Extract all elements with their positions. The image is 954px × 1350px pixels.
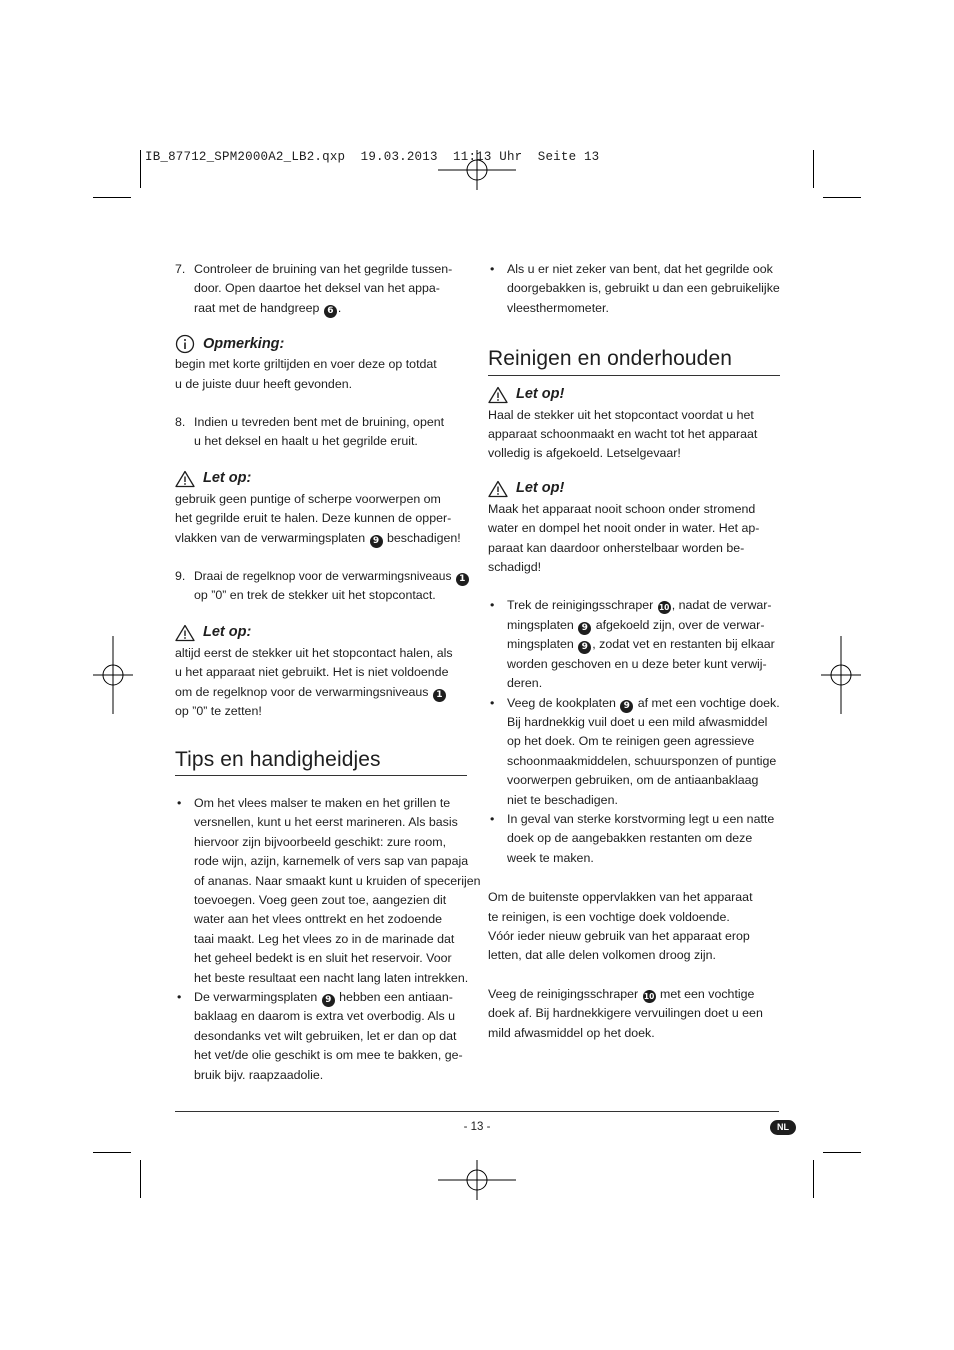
text-line: door. Open daartoe het deksel van het appa- bbox=[194, 281, 440, 296]
tip-nonstick bbox=[175, 988, 467, 1085]
text-line: op het doek. Om te reinigen geen agressieve bbox=[507, 734, 755, 749]
ref-number: 9 bbox=[322, 994, 335, 1007]
bullet: • bbox=[490, 262, 495, 276]
text-line: Indien u tevreden bent met de bruining, opent bbox=[194, 415, 445, 430]
text-line: gebruik geen puntige of scherpe voorwerpen om bbox=[175, 491, 441, 506]
bullet: • bbox=[177, 795, 182, 810]
bullet-crust bbox=[488, 810, 780, 868]
print-header: IB_87712_SPM2000A2_LB2.qxp 19.03.2013 11:13 Uhr Seite 13 bbox=[145, 150, 600, 164]
warning-icon bbox=[488, 480, 508, 498]
note-opmerking bbox=[175, 333, 467, 394]
text-line: doek af. Bij hardnekkigere vervuilingen doet u een bbox=[488, 1006, 763, 1021]
step-7 bbox=[175, 260, 467, 318]
left-column bbox=[175, 260, 481, 1085]
text-line: De verwarmingsplaten 9 hebben een antiaan- bbox=[194, 989, 453, 1005]
text-line: voorwerpen gebruiken, om de antiaanbaklaag bbox=[507, 773, 759, 788]
step-number: 7. bbox=[175, 262, 186, 276]
text-line: baklaag en daarom is extra vet overbodig. Als u bbox=[194, 1009, 456, 1024]
paragraph-exterior bbox=[488, 888, 780, 966]
text-line: worden geschoven en u deze beter kunt verwij- bbox=[507, 656, 767, 671]
text-line: Om de buitenste oppervlakken van het apparaat bbox=[488, 890, 753, 905]
text-line: raat met de handgreep 6 . bbox=[194, 300, 342, 316]
step-8 bbox=[175, 413, 467, 452]
warning-title: Let op! bbox=[516, 480, 565, 497]
text-line: mingsplaten 9 afgekoeld zijn, over de verwar- bbox=[507, 617, 765, 633]
step-9 bbox=[175, 567, 467, 606]
text-line: mild afwasmiddel op het doek. bbox=[488, 1025, 655, 1040]
bullet: • bbox=[490, 598, 495, 613]
text-line: desondanks vet wilt gebruiken, let er dan op dat bbox=[194, 1028, 457, 1043]
language-badge: NL bbox=[770, 1120, 796, 1135]
bullet: • bbox=[490, 695, 495, 710]
warning-2 bbox=[175, 622, 467, 722]
text-line: water aan het vlees onttrekt en het zodoende bbox=[194, 912, 442, 927]
bullet-thermometer bbox=[488, 260, 780, 318]
text-line: altijd eerst de stekker uit het stopcontact halen, als bbox=[175, 645, 453, 660]
text-line: om de regelknop voor de verwarmingsniveaus 1 bbox=[175, 683, 467, 702]
paragraph-scraper bbox=[488, 985, 780, 1043]
tip-marinate bbox=[175, 794, 481, 988]
text-line: In geval van sterke korstvorming legt u een natte bbox=[507, 811, 775, 826]
text-line: u het apparaat niet gebruikt. Het is niet voldoende bbox=[175, 665, 449, 680]
text-line: Veeg de reinigingsschraper 10 met een vochtige bbox=[488, 986, 755, 1001]
text-line: schadigd! bbox=[488, 560, 542, 575]
ref-number: 10 bbox=[658, 603, 670, 613]
text-line: Trek de reinigingsschraper 10 , nadat de verwar- bbox=[507, 598, 772, 613]
warning-title: Let op! bbox=[516, 385, 565, 402]
text-line: op ”0” en trek de stekker uit het stopcontact. bbox=[194, 588, 436, 603]
text-line: apparaat schoonmaakt en wacht tot het apparaat bbox=[488, 427, 758, 442]
text-line: of ananas. Naar smaakt kunt u kruiden of specerijen bbox=[194, 873, 481, 888]
text-line: Bij hardnekkig vuil doet u een mild afwasmiddel bbox=[507, 714, 768, 729]
warning-unplug bbox=[488, 384, 780, 464]
step-number: 9. bbox=[175, 569, 186, 584]
text-line: toevoegen. Voeg geen zout toe, aangezien dit bbox=[194, 892, 447, 907]
warning-icon bbox=[488, 386, 508, 404]
bullet: • bbox=[177, 989, 182, 1004]
text-line: u het deksel en haalt u het gegrilde eruit. bbox=[194, 434, 418, 449]
warning-icon bbox=[175, 470, 195, 488]
section-title-cleaning: Reinigen en onderhouden bbox=[488, 349, 780, 375]
text-line: Als u er niet zeker van bent, dat het gegrilde ook bbox=[507, 262, 773, 276]
text-line: Haal de stekker uit het stopcontact voordat u het bbox=[488, 407, 754, 422]
bullet: • bbox=[490, 811, 495, 826]
ref-number: 9 bbox=[370, 535, 383, 548]
text-line: water en dompel het nooit onder in water. Het ap- bbox=[488, 521, 760, 536]
text-line: vlakken van de verwarmingsplaten 9 beschadigen! bbox=[175, 530, 461, 546]
text-line: Draai de regelknop voor de verwarmingsniveaus 1 bbox=[194, 567, 467, 586]
text-line: Vóór ieder nieuw gebruik van het apparaat erop bbox=[488, 928, 750, 943]
warning-water bbox=[488, 478, 780, 578]
bullet-wipe-plates bbox=[488, 694, 780, 810]
text-line: letten, dat alle delen volkomen droog zijn. bbox=[488, 948, 716, 963]
text-line: Controleer de bruining van het gegrilde tussen- bbox=[194, 262, 453, 276]
text-line: het gegrilde eruit te halen. Deze kunnen de opper- bbox=[175, 511, 452, 526]
text-line: bruik bijv. raapzaadolie. bbox=[194, 1067, 324, 1082]
warning-icon bbox=[175, 624, 195, 642]
warning-title: Let op: bbox=[203, 470, 252, 487]
text-line: niet te beschadigen. bbox=[507, 792, 618, 807]
ref-number: 9 bbox=[578, 641, 591, 654]
text-line: paraat kan daardoor onherstelbaar worden be- bbox=[488, 540, 745, 555]
text-line: te reinigen, is een vochtige doek voldoende. bbox=[488, 909, 730, 924]
text-line: taai maakt. Leg het vlees zo in de marinade dat bbox=[194, 931, 455, 946]
text-line: u de juiste duur heeft gevonden. bbox=[175, 376, 353, 391]
text-line: Veeg de kookplaten 9 af met een vochtige doek. bbox=[507, 695, 780, 711]
note-title: Opmerking: bbox=[203, 335, 285, 352]
text-line: volledig is afgekoeld. Letselgevaar! bbox=[488, 446, 681, 461]
text-line: begin met korte griltijden en voer deze op totdat bbox=[175, 357, 437, 372]
page-number: - 13 - bbox=[463, 1121, 491, 1133]
right-column bbox=[488, 260, 780, 1043]
text-line: het vet/de olie geschikt is om mee te bakken, ge- bbox=[194, 1048, 463, 1063]
section-title-tips: Tips en handigheidjes bbox=[175, 750, 467, 776]
text-line: mingsplaten 9 , zodat vet en restanten bij elkaar bbox=[507, 637, 775, 653]
ref-number: 1 bbox=[456, 573, 469, 586]
ref-number: 9 bbox=[620, 700, 633, 713]
text-line: het beste resultaat een nacht lang laten intrekken. bbox=[194, 970, 469, 985]
text-line: versnellen, kunt u het eerst marineren. Als basis bbox=[194, 815, 458, 830]
text-line: Maak het apparaat nooit schoon onder stromend bbox=[488, 501, 756, 516]
text-line: op ”0” te zetten! bbox=[175, 704, 262, 719]
text-line: week te maken. bbox=[507, 850, 594, 865]
warning-1 bbox=[175, 468, 467, 548]
ref-number: 9 bbox=[578, 622, 591, 635]
text-line: het geheel bedekt is en sluit het reservoir. Voor bbox=[194, 951, 452, 966]
text-line: hiervoor zijn bijvoorbeeld geschikt: zure room, bbox=[194, 834, 447, 849]
text-line: vleesthermometer. bbox=[507, 300, 609, 315]
text-line: deren. bbox=[507, 676, 543, 691]
ref-number: 10 bbox=[643, 991, 655, 1001]
info-icon bbox=[175, 334, 195, 354]
footer-rule bbox=[175, 1111, 779, 1112]
text-line: rode wijn, azijn, karnemelk of vers sap van papaja bbox=[194, 854, 469, 869]
warning-title: Let op: bbox=[203, 624, 252, 641]
ref-number: 1 bbox=[433, 689, 446, 702]
text-line: Om het vlees malser te maken en het grillen te bbox=[194, 795, 451, 810]
text-line: doek op de aangebakken restanten om deze bbox=[507, 831, 753, 846]
text-line: schoonmaakmiddelen, schuursponzen of puntige bbox=[507, 753, 777, 768]
ref-number: 6 bbox=[324, 305, 337, 318]
bullet-scraper bbox=[488, 596, 780, 693]
step-number: 8. bbox=[175, 415, 186, 430]
text-line: doorgebakken is, gebruikt u dan een gebruikelijke bbox=[507, 281, 780, 296]
